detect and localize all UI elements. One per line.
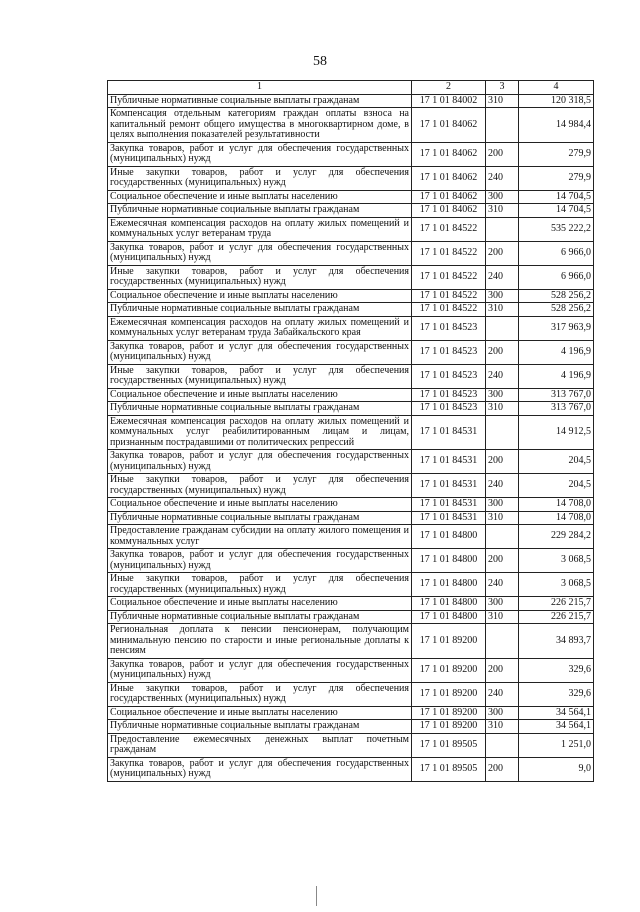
table-row bbox=[108, 415, 594, 450]
cell-code: 17 1 01 84800 bbox=[412, 597, 486, 611]
cell-amount: 9,0 bbox=[519, 757, 594, 781]
column-header-amount: 4 bbox=[519, 81, 594, 95]
cell-type: 300 bbox=[486, 597, 519, 611]
cell-code: 17 1 01 84062 bbox=[412, 166, 486, 190]
table-row bbox=[108, 624, 594, 659]
cell-type: 240 bbox=[486, 166, 519, 190]
cell-name: Ежемесячная компенсация расходов на оплату жилых помещений и коммунальных услуг ветеранам труда Забайкальского края bbox=[108, 316, 412, 340]
budget-table bbox=[107, 80, 594, 782]
cell-name: Публичные нормативные социальные выплаты гражданам bbox=[108, 303, 412, 317]
column-header-type: 3 bbox=[486, 81, 519, 95]
cell-code: 17 1 01 84523 bbox=[412, 402, 486, 416]
cell-amount: 329,6 bbox=[519, 682, 594, 706]
cell-code: 17 1 01 84522 bbox=[412, 289, 486, 303]
cell-name: Закупка товаров, работ и услуг для обеспечения государственных (муниципальных) нужд bbox=[108, 450, 412, 474]
cell-type: 240 bbox=[486, 573, 519, 597]
cell-type: 310 bbox=[486, 303, 519, 317]
cell-code: 17 1 01 84522 bbox=[412, 241, 486, 265]
cell-name: Публичные нормативные социальные выплаты гражданам bbox=[108, 204, 412, 218]
cell-code: 17 1 01 84523 bbox=[412, 316, 486, 340]
cell-type: 310 bbox=[486, 610, 519, 624]
cell-amount: 14 708,0 bbox=[519, 498, 594, 512]
cell-name: Компенсация отдельным категориям граждан оплаты взноса на капитальный ремонт общего имущества в многоквартирном доме, в целях выполнения показателей результативности bbox=[108, 108, 412, 143]
cell-name: Закупка товаров, работ и услуг для обеспечения государственных (муниципальных) нужд bbox=[108, 757, 412, 781]
cell-type: 200 bbox=[486, 450, 519, 474]
cell-name: Иные закупки товаров, работ и услуг для обеспечения государственных (муниципальных) нужд bbox=[108, 166, 412, 190]
cell-type: 240 bbox=[486, 682, 519, 706]
cell-name: Предоставление ежемесячных денежных выплат почетным гражданам bbox=[108, 733, 412, 757]
cell-name: Закупка товаров, работ и услуг для обеспечения государственных (муниципальных) нужд bbox=[108, 142, 412, 166]
cell-code: 17 1 01 84531 bbox=[412, 511, 486, 525]
cell-type: 310 bbox=[486, 204, 519, 218]
cell-name: Закупка товаров, работ и услуг для обеспечения государственных (муниципальных) нужд bbox=[108, 241, 412, 265]
cell-amount: 226 215,7 bbox=[519, 610, 594, 624]
cell-amount: 229 284,2 bbox=[519, 525, 594, 549]
cell-name: Региональная доплата к пенсии пенсионерам, получающим минимальную пенсию по старости и иные региональные доплаты к пенсиям bbox=[108, 624, 412, 659]
table-row bbox=[108, 142, 594, 166]
cell-amount: 14 704,5 bbox=[519, 204, 594, 218]
cell-code: 17 1 01 84800 bbox=[412, 525, 486, 549]
cell-code: 17 1 01 89200 bbox=[412, 720, 486, 734]
table-row bbox=[108, 573, 594, 597]
table-row bbox=[108, 289, 594, 303]
cell-code: 17 1 01 84522 bbox=[412, 217, 486, 241]
cell-name: Социальное обеспечение и иные выплаты населению bbox=[108, 190, 412, 204]
cell-code: 17 1 01 84523 bbox=[412, 364, 486, 388]
table-row bbox=[108, 720, 594, 734]
cell-type bbox=[486, 415, 519, 450]
table-row bbox=[108, 316, 594, 340]
footer-mark bbox=[316, 886, 317, 906]
cell-amount: 14 708,0 bbox=[519, 511, 594, 525]
cell-code: 17 1 01 84531 bbox=[412, 450, 486, 474]
cell-code: 17 1 01 89505 bbox=[412, 733, 486, 757]
table-body bbox=[108, 94, 594, 781]
cell-name: Публичные нормативные социальные выплаты гражданам bbox=[108, 511, 412, 525]
table-row bbox=[108, 525, 594, 549]
cell-code: 17 1 01 84522 bbox=[412, 265, 486, 289]
cell-name: Социальное обеспечение и иные выплаты населению bbox=[108, 388, 412, 402]
cell-amount: 317 963,9 bbox=[519, 316, 594, 340]
cell-type: 200 bbox=[486, 340, 519, 364]
cell-code: 17 1 01 84062 bbox=[412, 142, 486, 166]
cell-name: Закупка товаров, работ и услуг для обеспечения государственных (муниципальных) нужд bbox=[108, 658, 412, 682]
table-row bbox=[108, 94, 594, 108]
cell-amount: 6 966,0 bbox=[519, 265, 594, 289]
cell-name: Иные закупки товаров, работ и услуг для обеспечения государственных (муниципальных) нужд bbox=[108, 364, 412, 388]
cell-type: 300 bbox=[486, 706, 519, 720]
cell-amount: 34 564,1 bbox=[519, 706, 594, 720]
cell-type: 300 bbox=[486, 289, 519, 303]
table-row bbox=[108, 265, 594, 289]
cell-amount: 14 704,5 bbox=[519, 190, 594, 204]
cell-code: 17 1 01 84062 bbox=[412, 190, 486, 204]
table-row bbox=[108, 658, 594, 682]
table-row bbox=[108, 364, 594, 388]
column-header-code: 2 bbox=[412, 81, 486, 95]
cell-type: 310 bbox=[486, 511, 519, 525]
cell-name: Социальное обеспечение и иные выплаты населению bbox=[108, 597, 412, 611]
cell-name: Ежемесячная компенсация расходов на оплату жилых помещений и коммунальных услуг ветеранам труда bbox=[108, 217, 412, 241]
cell-code: 17 1 01 84531 bbox=[412, 415, 486, 450]
table-row bbox=[108, 217, 594, 241]
table-row bbox=[108, 204, 594, 218]
cell-amount: 1 251,0 bbox=[519, 733, 594, 757]
cell-code: 17 1 01 89200 bbox=[412, 682, 486, 706]
table-row bbox=[108, 511, 594, 525]
table-row bbox=[108, 757, 594, 781]
cell-code: 17 1 01 84523 bbox=[412, 340, 486, 364]
cell-type bbox=[486, 733, 519, 757]
cell-amount: 120 318,5 bbox=[519, 94, 594, 108]
cell-amount: 204,5 bbox=[519, 474, 594, 498]
table-row bbox=[108, 498, 594, 512]
cell-type: 240 bbox=[486, 474, 519, 498]
cell-amount: 4 196,9 bbox=[519, 364, 594, 388]
cell-name: Предоставление гражданам субсидии на оплату жилого помещения и коммунальных услуг bbox=[108, 525, 412, 549]
cell-amount: 313 767,0 bbox=[519, 388, 594, 402]
cell-amount: 279,9 bbox=[519, 142, 594, 166]
cell-type: 310 bbox=[486, 94, 519, 108]
cell-code: 17 1 01 84800 bbox=[412, 610, 486, 624]
cell-name: Социальное обеспечение и иные выплаты населению bbox=[108, 706, 412, 720]
cell-type: 200 bbox=[486, 757, 519, 781]
cell-name: Социальное обеспечение и иные выплаты населению bbox=[108, 289, 412, 303]
cell-amount: 226 215,7 bbox=[519, 597, 594, 611]
cell-type: 200 bbox=[486, 241, 519, 265]
cell-type bbox=[486, 316, 519, 340]
cell-type: 200 bbox=[486, 658, 519, 682]
cell-name: Публичные нормативные социальные выплаты гражданам bbox=[108, 610, 412, 624]
cell-amount: 34 893,7 bbox=[519, 624, 594, 659]
cell-name: Публичные нормативные социальные выплаты гражданам bbox=[108, 402, 412, 416]
cell-code: 17 1 01 84531 bbox=[412, 498, 486, 512]
table-row bbox=[108, 733, 594, 757]
cell-amount: 313 767,0 bbox=[519, 402, 594, 416]
cell-amount: 14 912,5 bbox=[519, 415, 594, 450]
cell-amount: 329,6 bbox=[519, 658, 594, 682]
cell-name: Публичные нормативные социальные выплаты гражданам bbox=[108, 94, 412, 108]
cell-type: 300 bbox=[486, 190, 519, 204]
cell-type bbox=[486, 525, 519, 549]
cell-code: 17 1 01 84531 bbox=[412, 474, 486, 498]
cell-name: Иные закупки товаров, работ и услуг для обеспечения государственных (муниципальных) нужд bbox=[108, 682, 412, 706]
table-row bbox=[108, 303, 594, 317]
table-row bbox=[108, 190, 594, 204]
cell-code: 17 1 01 84062 bbox=[412, 108, 486, 143]
cell-type: 240 bbox=[486, 364, 519, 388]
cell-amount: 34 564,1 bbox=[519, 720, 594, 734]
table-row bbox=[108, 610, 594, 624]
cell-type bbox=[486, 217, 519, 241]
cell-name: Иные закупки товаров, работ и услуг для обеспечения государственных (муниципальных) нужд bbox=[108, 573, 412, 597]
cell-code: 17 1 01 84800 bbox=[412, 549, 486, 573]
table-row bbox=[108, 388, 594, 402]
table-row bbox=[108, 402, 594, 416]
cell-code: 17 1 01 84800 bbox=[412, 573, 486, 597]
cell-code: 17 1 01 89200 bbox=[412, 624, 486, 659]
table-row bbox=[108, 597, 594, 611]
cell-amount: 3 068,5 bbox=[519, 549, 594, 573]
cell-type: 200 bbox=[486, 142, 519, 166]
cell-amount: 528 256,2 bbox=[519, 289, 594, 303]
cell-code: 17 1 01 84062 bbox=[412, 204, 486, 218]
cell-code: 17 1 01 89505 bbox=[412, 757, 486, 781]
cell-name: Публичные нормативные социальные выплаты гражданам bbox=[108, 720, 412, 734]
cell-amount: 528 256,2 bbox=[519, 303, 594, 317]
table-row bbox=[108, 706, 594, 720]
cell-amount: 6 966,0 bbox=[519, 241, 594, 265]
cell-code: 17 1 01 84522 bbox=[412, 303, 486, 317]
cell-code: 17 1 01 89200 bbox=[412, 658, 486, 682]
cell-code: 17 1 01 89200 bbox=[412, 706, 486, 720]
table-row bbox=[108, 340, 594, 364]
cell-name: Иные закупки товаров, работ и услуг для обеспечения государственных (муниципальных) нужд bbox=[108, 265, 412, 289]
cell-type: 300 bbox=[486, 388, 519, 402]
cell-type: 310 bbox=[486, 720, 519, 734]
cell-amount: 4 196,9 bbox=[519, 340, 594, 364]
table-row bbox=[108, 166, 594, 190]
table-row bbox=[108, 474, 594, 498]
cell-amount: 204,5 bbox=[519, 450, 594, 474]
cell-amount: 14 984,4 bbox=[519, 108, 594, 143]
cell-type: 300 bbox=[486, 498, 519, 512]
cell-code: 17 1 01 84523 bbox=[412, 388, 486, 402]
cell-type: 240 bbox=[486, 265, 519, 289]
cell-type bbox=[486, 624, 519, 659]
cell-name: Закупка товаров, работ и услуг для обеспечения государственных (муниципальных) нужд bbox=[108, 549, 412, 573]
cell-code: 17 1 01 84002 bbox=[412, 94, 486, 108]
table-header-row bbox=[108, 81, 594, 95]
column-header-name: 1 bbox=[108, 81, 412, 95]
table-row bbox=[108, 549, 594, 573]
cell-name: Закупка товаров, работ и услуг для обеспечения государственных (муниципальных) нужд bbox=[108, 340, 412, 364]
table-row bbox=[108, 450, 594, 474]
table-row bbox=[108, 682, 594, 706]
cell-name: Ежемесячная компенсация расходов на оплату жилых помещений и коммунальных услуг реабилитированным лицам и лицам, признанным пострадавшими от политических репрессий bbox=[108, 415, 412, 450]
table-row bbox=[108, 108, 594, 143]
cell-name: Социальное обеспечение и иные выплаты населению bbox=[108, 498, 412, 512]
cell-amount: 535 222,2 bbox=[519, 217, 594, 241]
page-number: 58 bbox=[313, 54, 327, 69]
cell-name: Иные закупки товаров, работ и услуг для обеспечения государственных (муниципальных) нужд bbox=[108, 474, 412, 498]
cell-type bbox=[486, 108, 519, 143]
cell-type: 310 bbox=[486, 402, 519, 416]
cell-type: 200 bbox=[486, 549, 519, 573]
cell-amount: 279,9 bbox=[519, 166, 594, 190]
table-row bbox=[108, 241, 594, 265]
cell-amount: 3 068,5 bbox=[519, 573, 594, 597]
